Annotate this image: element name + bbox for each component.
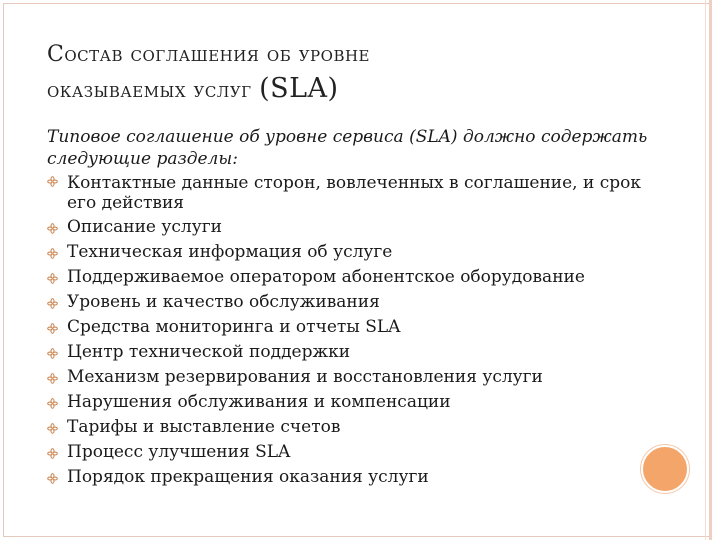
list-item [47, 170, 667, 215]
slide-title [47, 38, 667, 108]
list-item [47, 240, 667, 265]
flower-bullet-icon [47, 348, 58, 359]
flower-bullet-icon [47, 448, 58, 459]
list-item [47, 415, 667, 440]
list-item [47, 340, 667, 365]
list-item-text: Процесс улучшения SLA [67, 442, 291, 462]
title-line-2 [47, 72, 667, 108]
flower-bullet-icon [47, 273, 58, 284]
flower-bullet-icon [47, 398, 58, 409]
list-item-text: Нарушения обслуживания и компенсации [67, 392, 451, 412]
list-item [47, 290, 667, 315]
list-item [47, 440, 667, 465]
flower-bullet-icon [47, 423, 58, 434]
decorative-border [709, 0, 712, 540]
flower-bullet-icon [47, 248, 58, 259]
title-line-2-text: оказываемых услуг [47, 78, 260, 103]
list-item-text: Центр технической поддержки [67, 342, 351, 362]
flower-bullet-icon [47, 323, 58, 334]
list-item-text: Поддерживаемое оператором абонентское оборудование [67, 267, 585, 287]
list-item [47, 465, 667, 490]
list-item [47, 365, 667, 390]
list-item-text: Описание услуги [67, 217, 222, 237]
decorative-rule [705, 0, 706, 540]
title-sla: (SLA) [259, 73, 339, 104]
list-item-text: Порядок прекращения оказания услуги [67, 467, 429, 487]
list-item [47, 315, 667, 340]
list-item-text: Контактные данные сторон, вовлеченных в соглашение, и срок его действия [67, 173, 641, 213]
intro-text: Типовое соглашение об уровне сервиса (SLA) должно содержать следующие разделы: [47, 127, 648, 169]
list-item-text: Тарифы и выставление счетов [67, 417, 341, 437]
section-list [47, 170, 667, 490]
flower-bullet-icon [47, 298, 58, 309]
flower-bullet-icon [47, 223, 58, 234]
slide-body [47, 126, 667, 490]
flower-bullet-icon [47, 473, 58, 484]
title-line-1: Состав соглашения об уровне [47, 42, 371, 67]
list-item-text: Механизм резервирования и восстановления услуги [67, 367, 543, 387]
list-item-text: Средства мониторинга и отчеты SLA [67, 317, 401, 337]
list-item [47, 215, 667, 240]
list-item-text: Уровень и качество обслуживания [67, 292, 380, 312]
list-item [47, 390, 667, 415]
flower-bullet-icon [47, 373, 58, 384]
list-item-text: Техническая информация об услуге [67, 242, 393, 262]
list-item [47, 265, 667, 290]
flower-bullet-icon [47, 176, 58, 187]
